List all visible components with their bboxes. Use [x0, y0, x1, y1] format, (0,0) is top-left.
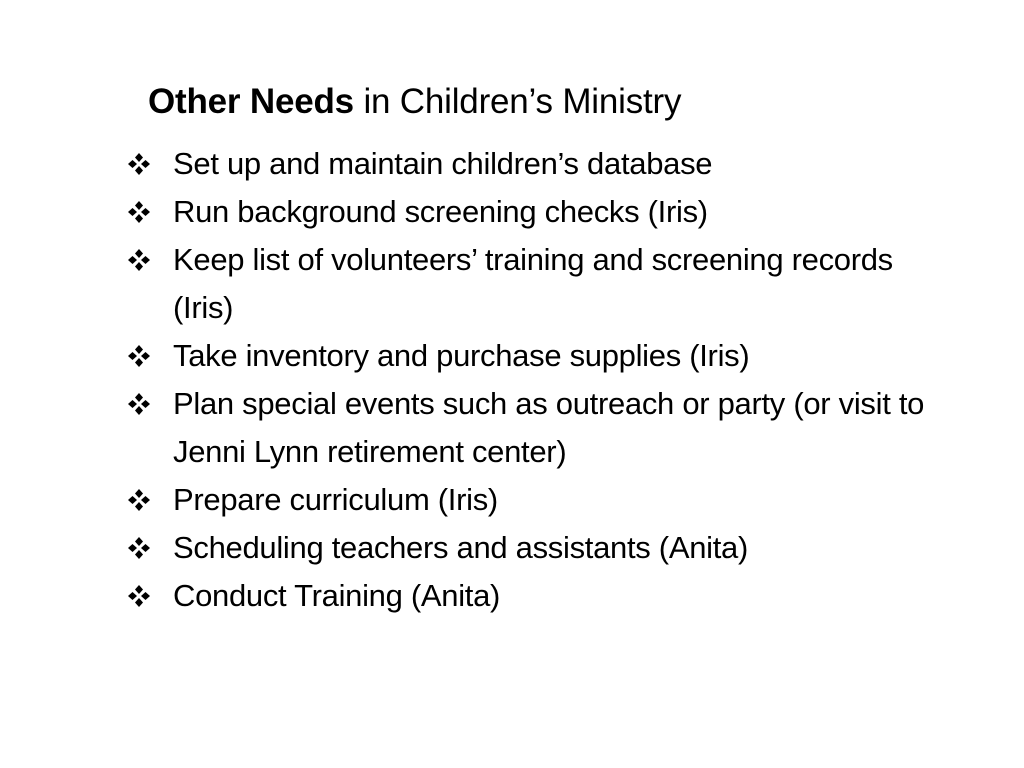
- list-item: [127, 236, 927, 332]
- list-item-text: Take inventory and purchase supplies (Iris): [173, 338, 750, 373]
- list-item-text: Set up and maintain children’s database: [173, 146, 713, 181]
- four-diamond-bullet-icon: [127, 488, 151, 512]
- list-item-text: Run background screening checks (Iris): [173, 194, 708, 229]
- list-item: [127, 188, 927, 236]
- slide-title-rest: in Children’s Ministry: [353, 82, 682, 121]
- list-item: [127, 332, 927, 380]
- list-item: [127, 140, 927, 188]
- four-diamond-bullet-icon: [127, 392, 151, 416]
- list-item-text: Keep list of volunteers’ training and screening records (Iris): [173, 242, 893, 325]
- four-diamond-bullet-icon: [127, 248, 151, 272]
- list-item: [127, 572, 927, 620]
- four-diamond-bullet-icon: [127, 536, 151, 560]
- four-diamond-bullet-icon: [127, 152, 151, 176]
- list-item-text: Scheduling teachers and assistants (Anita): [173, 530, 749, 565]
- four-diamond-bullet-icon: [127, 584, 151, 608]
- slide-title: [148, 80, 681, 124]
- four-diamond-bullet-icon: [127, 344, 151, 368]
- list-item: [127, 476, 927, 524]
- list-item: [127, 380, 927, 476]
- four-diamond-bullet-icon: [127, 200, 151, 224]
- slide-title-bold: Other Needs: [148, 82, 354, 121]
- list-item-text: Prepare curriculum (Iris): [173, 482, 498, 517]
- bullet-list: [127, 140, 927, 620]
- list-item: [127, 524, 927, 572]
- list-item-text: Conduct Training (Anita): [173, 578, 501, 613]
- list-item-text: Plan special events such as outreach or party (or visit to Jenni Lynn retirement center): [173, 386, 925, 469]
